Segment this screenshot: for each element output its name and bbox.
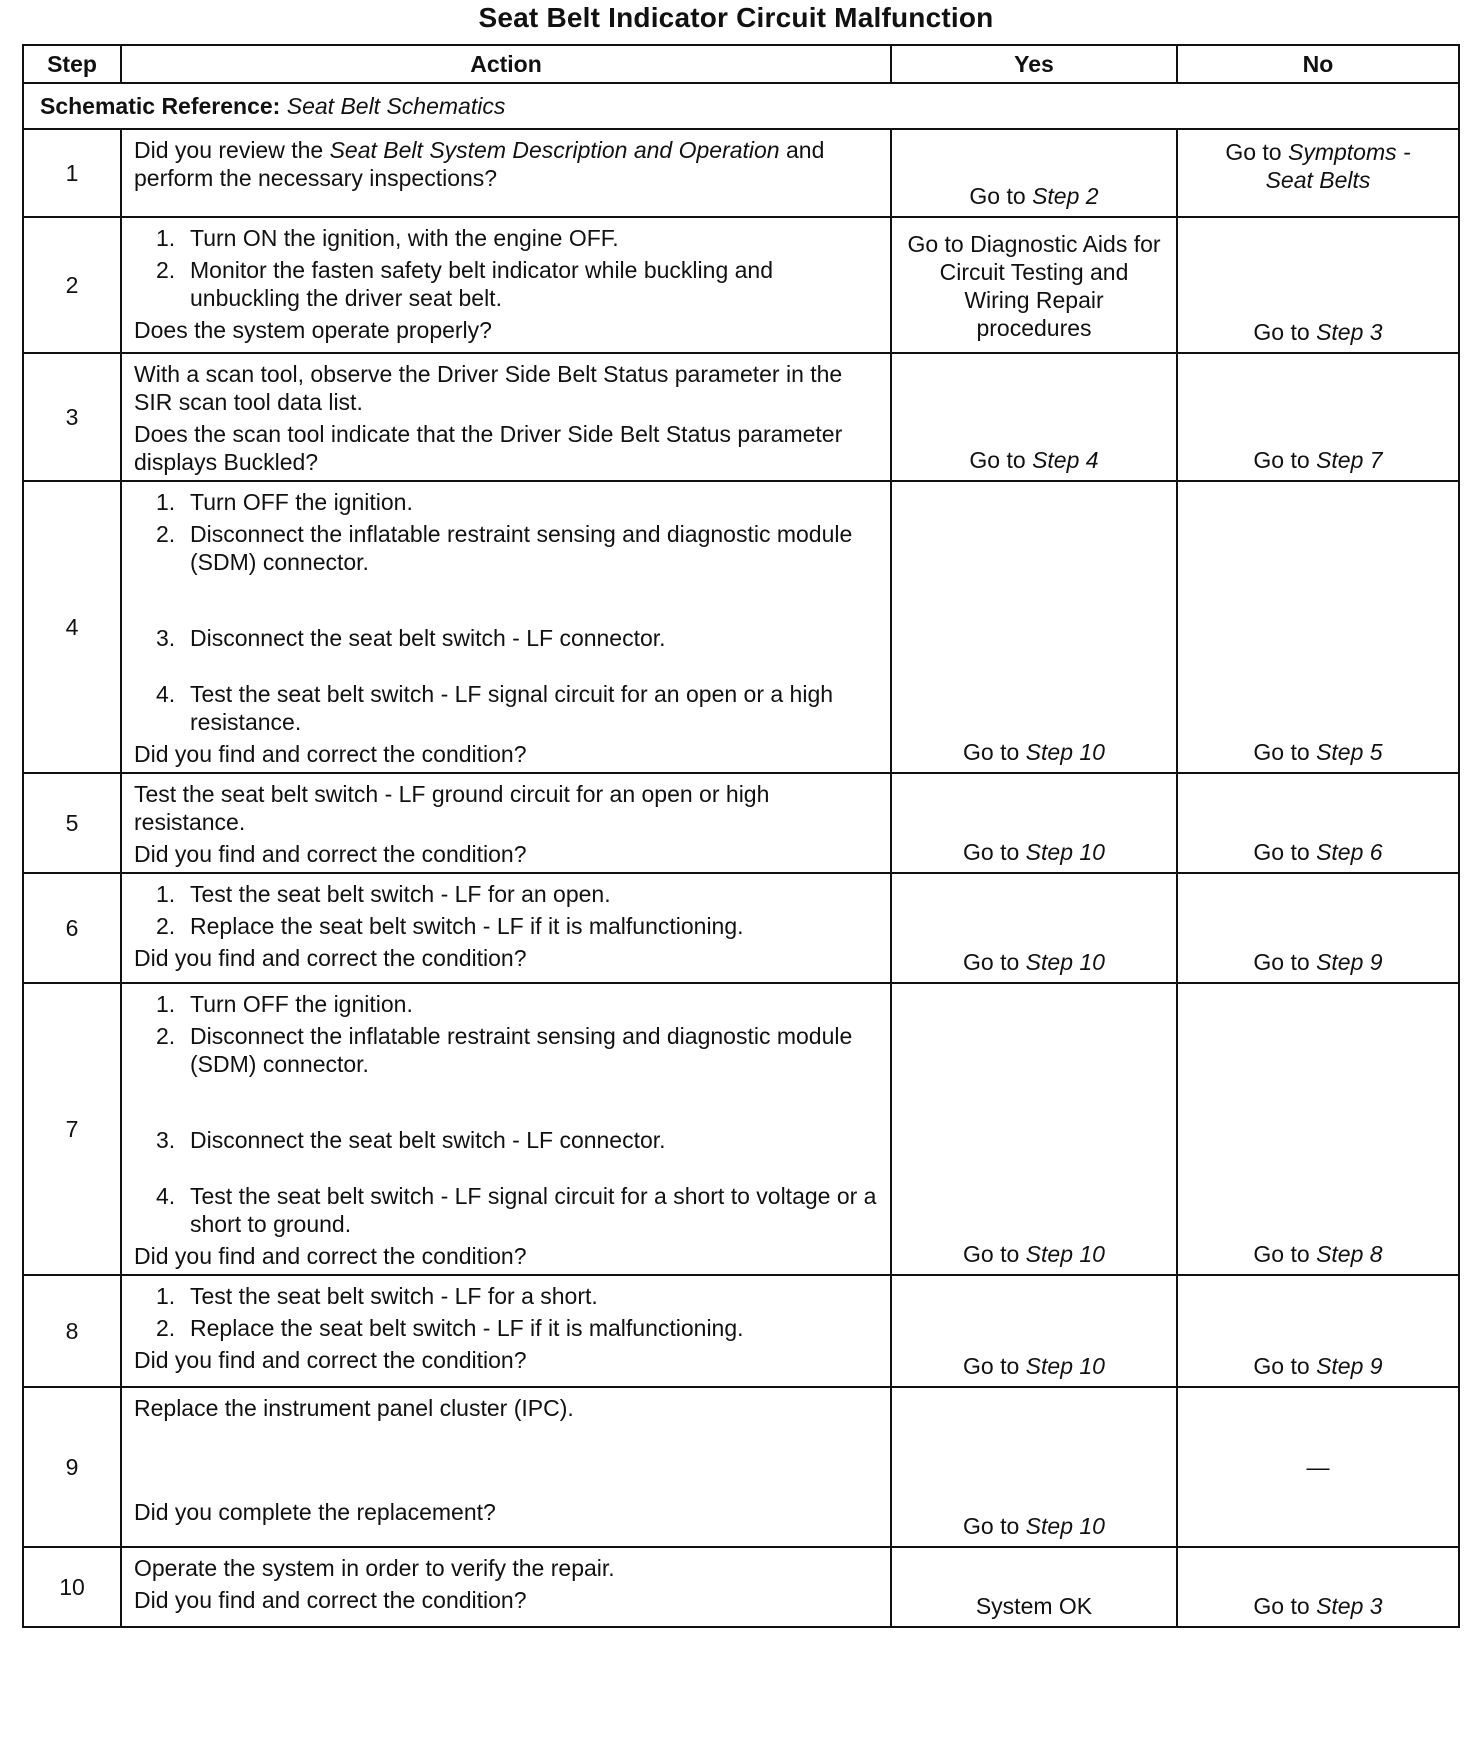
list-item: 1. Test the seat belt switch - LF for a short. xyxy=(134,1282,878,1310)
yes-result: Go to Diagnostic Aids for Circuit Testing and Wiring Repair procedures xyxy=(907,231,1161,341)
schematic-reference xyxy=(23,83,1459,129)
go-to-label: Go to xyxy=(1253,739,1310,765)
action-cell xyxy=(121,1547,891,1627)
header-no: No xyxy=(1177,45,1459,83)
yes-cell xyxy=(891,481,1177,773)
go-to-label: Go to xyxy=(963,1353,1020,1379)
question-text: Did you complete the replacement? xyxy=(134,1499,496,1525)
yes-result: System OK xyxy=(975,1593,1093,1619)
action-cell xyxy=(121,1275,891,1387)
yes-cell xyxy=(891,773,1177,873)
go-to-label: Go to xyxy=(1253,949,1310,975)
step-reference: Step 2 xyxy=(1032,183,1099,209)
no-cell xyxy=(1177,1387,1459,1547)
action-cell xyxy=(121,873,891,983)
yes-cell xyxy=(891,873,1177,983)
table-row xyxy=(23,353,1459,481)
list-item-text: Turn ON the ignition, with the engine OFF. xyxy=(190,225,619,251)
action-text-part: Did you review the xyxy=(134,137,324,163)
table-row xyxy=(23,481,1459,773)
step-number: 1 xyxy=(23,129,121,217)
action-cell xyxy=(121,773,891,873)
go-to-label: Go to xyxy=(1253,1353,1310,1379)
action-cell xyxy=(121,129,891,217)
action-text: Test the seat belt switch - LF ground circuit for an open or high resistance. xyxy=(134,781,770,835)
yes-cell xyxy=(891,1387,1177,1547)
step-reference: Step 5 xyxy=(1316,739,1383,765)
no-result xyxy=(1178,948,1458,976)
question-text: Did you find and correct the condition? xyxy=(134,1243,527,1269)
action-text: With a scan tool, observe the Driver Side Belt Status parameter in the SIR scan tool data list. xyxy=(134,361,843,415)
table-row xyxy=(23,873,1459,983)
step-reference: Step 10 xyxy=(1025,839,1105,865)
go-to-label: Go to xyxy=(1253,447,1310,473)
yes-cell xyxy=(891,1275,1177,1387)
action-text: Operate the system in order to verify the repair. xyxy=(134,1555,615,1581)
go-to-label: Go to xyxy=(963,739,1020,765)
no-cell xyxy=(1177,481,1459,773)
step-reference: Step 9 xyxy=(1316,1353,1383,1379)
step-reference: Step 7 xyxy=(1316,447,1383,473)
yes-result xyxy=(892,1512,1176,1540)
step-reference: Step 10 xyxy=(1025,1353,1105,1379)
question-text: Did you find and correct the condition? xyxy=(134,1587,527,1613)
list-item-text: Test the seat belt switch - LF signal circuit for an open or a high resistance. xyxy=(190,681,834,735)
step-reference: Step 10 xyxy=(1025,1513,1105,1539)
list-item-text: Disconnect the seat belt switch - LF connector. xyxy=(190,1127,666,1153)
no-result xyxy=(1178,1352,1458,1380)
step-reference: Symptoms - xyxy=(1287,139,1411,165)
question-text: Does the system operate properly? xyxy=(134,317,492,343)
step-number: 9 xyxy=(23,1387,121,1547)
go-to-label: Go to xyxy=(963,1241,1020,1267)
go-to-label: Go to xyxy=(1253,319,1310,345)
step-reference: Step 9 xyxy=(1316,949,1383,975)
yes-cell xyxy=(891,1547,1177,1627)
action-cell xyxy=(121,1387,891,1547)
no-cell xyxy=(1177,217,1459,353)
header-action: Action xyxy=(121,45,891,83)
step-number: 3 xyxy=(23,353,121,481)
step-reference: Step 6 xyxy=(1316,839,1383,865)
go-to-label: Go to xyxy=(963,1513,1020,1539)
go-to-label: Go to xyxy=(1253,1241,1310,1267)
step-number: 10 xyxy=(23,1547,121,1627)
list-item: 2. Disconnect the inflatable restraint sensing and diagnostic module (SDM) connector. xyxy=(134,520,878,576)
diagnostic-table xyxy=(22,44,1460,1628)
yes-result xyxy=(892,182,1176,210)
question-text: Did you find and correct the condition? xyxy=(134,841,527,867)
no-result xyxy=(1178,738,1458,766)
question-text: Did you find and correct the condition? xyxy=(134,741,527,767)
action-text-part: and perform the necessary inspections? xyxy=(134,137,825,191)
no-cell xyxy=(1177,129,1459,217)
step-reference: Step 10 xyxy=(1025,949,1105,975)
action-text xyxy=(134,136,878,192)
yes-cell xyxy=(891,983,1177,1275)
list-item: 2. Disconnect the inflatable restraint sensing and diagnostic module (SDM) connector. xyxy=(134,1022,878,1078)
action-reference: Seat Belt System Description and Operation xyxy=(329,137,780,163)
yes-result xyxy=(892,948,1176,976)
list-item: 3. Disconnect the seat belt switch - LF connector. xyxy=(134,624,878,652)
yes-result xyxy=(892,1240,1176,1268)
table-row xyxy=(23,1387,1459,1547)
go-to-label: Go to xyxy=(969,447,1026,473)
list-item: 3. Disconnect the seat belt switch - LF connector. xyxy=(134,1126,878,1154)
step-number: 4 xyxy=(23,481,121,773)
list-item-text: Replace the seat belt switch - LF if it is malfunctioning. xyxy=(190,1315,744,1341)
step-number: 7 xyxy=(23,983,121,1275)
action-cell xyxy=(121,481,891,773)
list-item: 1. Test the seat belt switch - LF for an open. xyxy=(134,880,878,908)
no-result xyxy=(1178,1240,1458,1268)
yes-cell xyxy=(891,217,1177,353)
list-item-text: Disconnect the inflatable restraint sensing and diagnostic module (SDM) connector. xyxy=(190,521,853,575)
list-item: 4. Test the seat belt switch - LF signal circuit for a short to voltage or a short to ground. xyxy=(156,1183,877,1237)
table-row xyxy=(23,1275,1459,1387)
list-item-text: Disconnect the seat belt switch - LF connector. xyxy=(190,625,666,651)
no-result: — xyxy=(1306,1454,1330,1480)
list-item-text: Replace the seat belt switch - LF if it is malfunctioning. xyxy=(190,913,744,939)
no-result xyxy=(1178,446,1458,474)
action-cell xyxy=(121,983,891,1275)
no-cell xyxy=(1177,773,1459,873)
list-item-text: Test the seat belt switch - LF for a short. xyxy=(190,1283,598,1309)
step-reference: Step 10 xyxy=(1025,739,1105,765)
list-item: 2. Monitor the fasten safety belt indicator while buckling and unbuckling the driver seat belt. xyxy=(134,256,878,312)
no-cell xyxy=(1177,353,1459,481)
step-reference: Step 8 xyxy=(1316,1241,1383,1267)
list-item: 2. Replace the seat belt switch - LF if it is malfunctioning. xyxy=(134,912,878,940)
step-number: 8 xyxy=(23,1275,121,1387)
question-text: Does the scan tool indicate that the Driver Side Belt Status parameter displays Buckled? xyxy=(134,421,843,475)
table-row xyxy=(23,1547,1459,1627)
list-item-text: Turn OFF the ignition. xyxy=(190,489,413,515)
go-to-label: Go to xyxy=(1225,139,1282,165)
step-reference: Seat Belts xyxy=(1265,167,1371,193)
no-cell xyxy=(1177,873,1459,983)
step-reference: Step 3 xyxy=(1316,1593,1383,1619)
yes-cell xyxy=(891,129,1177,217)
go-to-label: Go to xyxy=(1253,1593,1310,1619)
step-number: 6 xyxy=(23,873,121,983)
no-result xyxy=(1178,130,1458,194)
no-cell xyxy=(1177,983,1459,1275)
go-to-label: Go to xyxy=(1253,839,1310,865)
action-cell xyxy=(121,217,891,353)
step-reference: Step 3 xyxy=(1316,319,1383,345)
list-item: 4. Test the seat belt switch - LF signal circuit for an open or a high resistance. xyxy=(134,680,878,736)
no-result xyxy=(1178,318,1458,346)
yes-cell xyxy=(891,353,1177,481)
list-item-text: Disconnect the inflatable restraint sensing and diagnostic module (SDM) connector. xyxy=(190,1023,853,1077)
header-step: Step xyxy=(23,45,121,83)
step-reference: Step 4 xyxy=(1032,447,1099,473)
no-result xyxy=(1178,1592,1458,1620)
schematic-row xyxy=(23,83,1459,129)
no-cell xyxy=(1177,1275,1459,1387)
list-item: 1. Turn OFF the ignition. xyxy=(134,488,878,516)
table-row xyxy=(23,217,1459,353)
list-item: 1. Turn OFF the ignition. xyxy=(134,990,878,1018)
schematic-value: Seat Belt Schematics xyxy=(286,93,506,119)
table-row xyxy=(23,129,1459,217)
header-row xyxy=(23,45,1459,83)
list-item-text: Turn OFF the ignition. xyxy=(190,991,413,1017)
schematic-label: Schematic Reference: xyxy=(40,93,281,119)
list-item: 1. Turn ON the ignition, with the engine OFF. xyxy=(134,224,878,252)
yes-result xyxy=(892,738,1176,766)
table-row xyxy=(23,773,1459,873)
no-cell xyxy=(1177,1547,1459,1627)
header-yes: Yes xyxy=(891,45,1177,83)
go-to-label: Go to xyxy=(963,949,1020,975)
go-to-label: Go to xyxy=(969,183,1026,209)
step-number: 5 xyxy=(23,773,121,873)
page-title: Seat Belt Indicator Circuit Malfunction xyxy=(478,2,994,33)
step-reference: Step 10 xyxy=(1025,1241,1105,1267)
step-number: 2 xyxy=(23,217,121,353)
no-result xyxy=(1178,838,1458,866)
go-to-label: Go to xyxy=(963,839,1020,865)
yes-result xyxy=(892,838,1176,866)
question-text: Did you find and correct the condition? xyxy=(134,945,527,971)
list-item-text: Test the seat belt switch - LF signal circuit for a short to voltage or a short to ground. xyxy=(190,1183,877,1237)
list-item: 2. Replace the seat belt switch - LF if it is malfunctioning. xyxy=(134,1314,878,1342)
list-item-text: Test the seat belt switch - LF for an open. xyxy=(190,881,611,907)
question-text: Did you find and correct the condition? xyxy=(134,1347,527,1373)
action-text: Replace the instrument panel cluster (IPC). xyxy=(134,1395,574,1421)
action-cell xyxy=(121,353,891,481)
yes-result xyxy=(892,1352,1176,1380)
list-item-text: Monitor the fasten safety belt indicator while buckling and unbuckling the driver seat belt. xyxy=(190,257,773,311)
table-row xyxy=(23,983,1459,1275)
yes-result xyxy=(892,446,1176,474)
